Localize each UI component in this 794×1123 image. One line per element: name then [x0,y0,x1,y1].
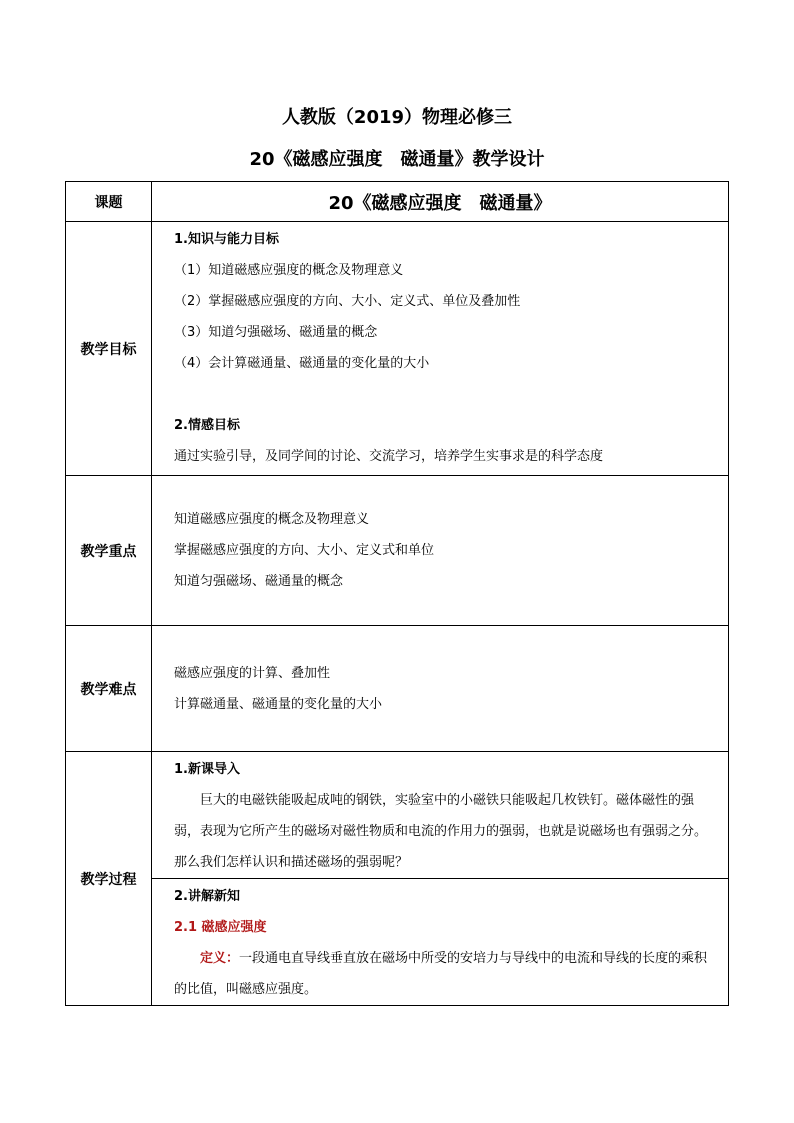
goal-item: （4）会计算磁通量、磁通量的变化量的大小 [174,356,430,371]
process-intro-content [152,752,729,879]
intro-paragraph: 巨大的电磁铁能吸起成吨的钢铁，实验室中的小磁铁只能吸起几枚铁钉。磁体磁性的强弱，表现为它所产生的磁场对磁性物质和电流的作用力的强弱，也就是说磁场也有强弱之分。那么我们怎样认识和描述磁场的强弱呢？ [174,793,708,870]
process-new-content [152,879,729,1006]
process-row-intro [66,752,729,879]
key-points-row [66,476,729,626]
key-point-item: 掌握磁感应强度的方向、大小、定义式和单位 [174,543,435,558]
document-subtitle: 20《磁感应强度 磁通量》教学设计 [249,149,545,170]
goals-content [152,222,729,476]
topic-row [66,182,729,222]
process-heading-2: 2.讲解新知 [174,889,240,904]
key-points-label: 教学重点 [66,476,152,626]
difficulties-row [66,626,729,752]
definition-label: 定义： [200,951,240,966]
definition-text: 一段通电直导线垂直放在磁场中所受的安培力与导线中的电流和导线的长度的乘积的比值，叫磁感应强度。 [174,951,708,997]
topic-value: 20《磁感应强度 磁通量》 [152,182,729,222]
process-row-new [66,879,729,1006]
goals-heading-1: 1.知识与能力目标 [174,232,279,247]
process-label: 教学过程 [66,752,152,1006]
spacer [174,379,718,410]
goals-row [66,222,729,476]
difficulties-label: 教学难点 [66,626,152,752]
difficulties-content [152,626,729,752]
goals-heading-2: 2.情感目标 [174,418,240,433]
key-point-item: 知道磁感应强度的概念及物理意义 [174,512,370,527]
topic-label: 课题 [66,182,152,222]
lesson-plan-table [65,181,729,1006]
goals-label: 教学目标 [66,222,152,476]
section-heading: 2.1 磁感应强度 [174,920,267,935]
difficulty-item: 计算磁通量、磁通量的变化量的大小 [174,696,383,712]
key-point-item: 知道匀强磁场、磁通量的概念 [174,574,344,589]
definition-paragraph [174,943,718,1005]
process-heading-1: 1.新课导入 [174,762,240,777]
key-points-content [152,476,729,626]
difficulty-item: 磁感应强度的计算、叠加性 [174,665,331,681]
goal-item: （3）知道匀强磁场、磁通量的概念 [174,325,378,340]
goal-item: （1）知道磁感应强度的概念及物理意义 [174,263,404,278]
document-title: 人教版（2019）物理必修三 [281,107,513,128]
goal-item: （2）掌握磁感应强度的方向、大小、定义式、单位及叠加性 [174,294,521,309]
affect-goal: 通过实验引导，及同学间的讨论、交流学习，培养学生实事求是的科学态度 [174,449,604,464]
